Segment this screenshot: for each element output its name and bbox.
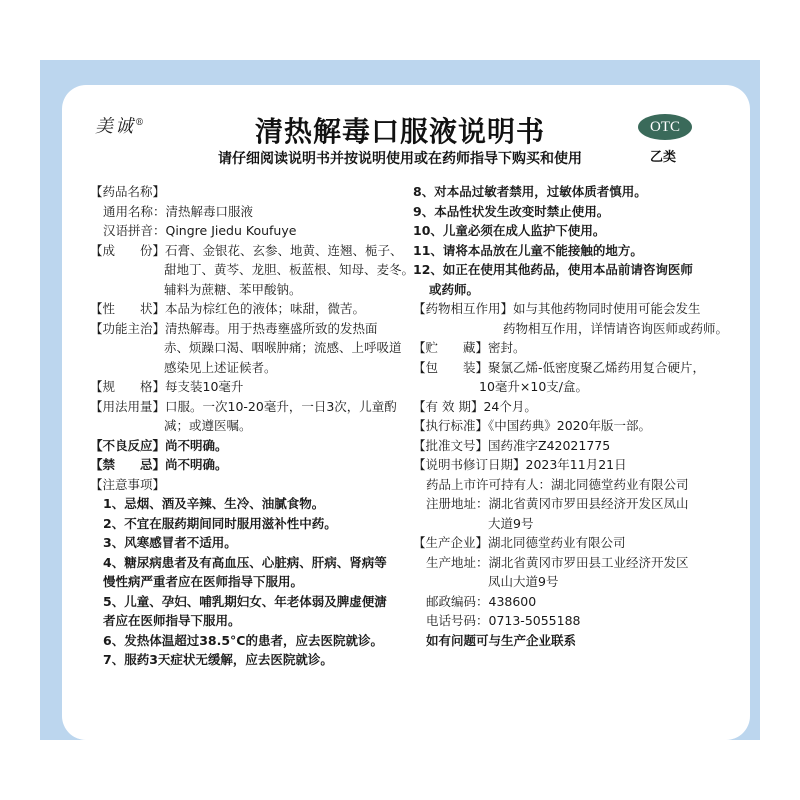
right-line: 凤山大道9号 (488, 574, 559, 589)
left-line: 辅料为蔗糖、苯甲酸钠。 (164, 281, 302, 297)
document-title: 清热解毒口服液说明书 (254, 115, 545, 148)
left-line: 【禁 忌】尚不明确。 (90, 457, 228, 472)
left-line: 7、服药3天症状无缓解，应去医院就诊。 (103, 652, 333, 667)
left-line: 感染见上述证候者。 (164, 359, 277, 375)
right-line: 8、对本品过敏者禁用，过敏体质者慎用。 (413, 184, 647, 199)
right-line: 10毫升×10支/盒。 (479, 379, 588, 394)
document-subtitle: 请仔细阅读说明书并按说明使用或在药师指导下购买和使用 (218, 151, 582, 167)
left-line: 5、儿童、孕妇、哺乳期妇女、年老体弱及脾虚便溏 (103, 593, 387, 609)
right-line: 【批准文号】国药准字Z42021775 (413, 437, 611, 453)
right-line: 药物相互作用，详情请咨询医师或药师。 (503, 320, 729, 336)
right-line: 【有 效 期】24个月。 (413, 398, 537, 414)
registered-mark: ® (135, 118, 146, 128)
left-line: 汉语拼音：Qingre Jiedu Koufuye (103, 223, 297, 238)
left-line: 4、糖尿病患者及有高血压、心脏病、肝病、肾病等 (103, 554, 387, 570)
right-line: 10、儿童必须在成人监护下使用。 (413, 223, 606, 238)
left-column (90, 182, 415, 670)
logo-text: 美诚 (95, 116, 135, 137)
right-line: 12、如正在使用其他药品，使用本品前请咨询医师 (413, 262, 693, 277)
right-line: 如有问题可与生产企业联系 (426, 632, 577, 648)
right-line: 【药物相互作用】如与其他药物同时使用可能会发生 (413, 301, 701, 316)
right-line: 或药师。 (429, 281, 480, 297)
left-line: 【功能主治】清热解毒。用于热毒壅盛所致的发热面 (90, 320, 378, 336)
right-line: 注册地址：湖北省黄冈市罗田县经济开发区凤山 (426, 496, 689, 511)
left-line: 【注意事项】 (90, 476, 166, 492)
left-line: 3、风寒感冒者不适用。 (103, 535, 237, 550)
right-line: 【包 装】聚氯乙烯-低密度聚乙烯药用复合硬片， (413, 359, 706, 375)
left-line: 【用法用量】口服。一次10-20毫升，一日3次，儿童酌 (90, 398, 397, 414)
left-line: 慢性病严重者应在医师指导下服用。 (103, 574, 304, 589)
right-line: 药品上市许可持有人：湖北同德堂药业有限公司 (426, 476, 689, 492)
left-line: 减；或遵医嘱。 (164, 418, 252, 433)
right-line: 9、本品性状发生改变时禁止使用。 (413, 203, 610, 219)
left-line: 通用名称：清热解毒口服液 (103, 203, 254, 219)
left-line: 1、忌烟、酒及辛辣、生冷、油腻食物。 (103, 496, 325, 511)
otc-class-label: 乙类 (650, 150, 677, 165)
left-line: 【不良反应】尚不明确。 (90, 437, 228, 453)
otc-badge: OTC (638, 114, 692, 140)
right-line: 生产地址：湖北省黄冈市罗田县工业经济开发区 (426, 554, 689, 570)
right-line: 大道9号 (488, 515, 534, 531)
left-line: 赤、烦躁口渴、咽喉肿痛；流感、上呼吸道 (164, 340, 402, 355)
right-column (413, 182, 729, 650)
left-line: 2、不宜在服药期间同时服用滋补性中药。 (103, 515, 337, 531)
right-line: 【贮 藏】密封。 (413, 340, 526, 355)
left-line: 者应在医师指导下服用。 (103, 613, 241, 628)
right-line: 【说明书修订日期】2023年11月21日 (413, 457, 627, 472)
right-line: 11、请将本品放在儿童不能接触的地方。 (413, 242, 643, 258)
left-line: 6、发热体温超过38.5°C的患者，应去医院就诊。 (103, 632, 383, 648)
right-line: 【生产企业】湖北同德堂药业有限公司 (413, 535, 626, 550)
left-line: 【药品名称】 (90, 184, 166, 199)
right-line: 电话号码：0713-5055188 (426, 613, 581, 628)
right-line: 【执行标准】《中国药典》2020年版一部。 (413, 418, 652, 433)
left-line: 甜地丁、黄芩、龙胆、板蓝根、知母、麦冬。 (164, 262, 415, 277)
left-line: 【性 状】本品为棕红色的液体；味甜，微苦。 (90, 301, 366, 316)
right-line: 邮政编码：438600 (426, 593, 537, 609)
left-line: 【成 份】石膏、金银花、玄参、地黄、连翘、栀子、 (90, 242, 403, 258)
left-line: 【规 格】每支装10毫升 (90, 379, 244, 394)
